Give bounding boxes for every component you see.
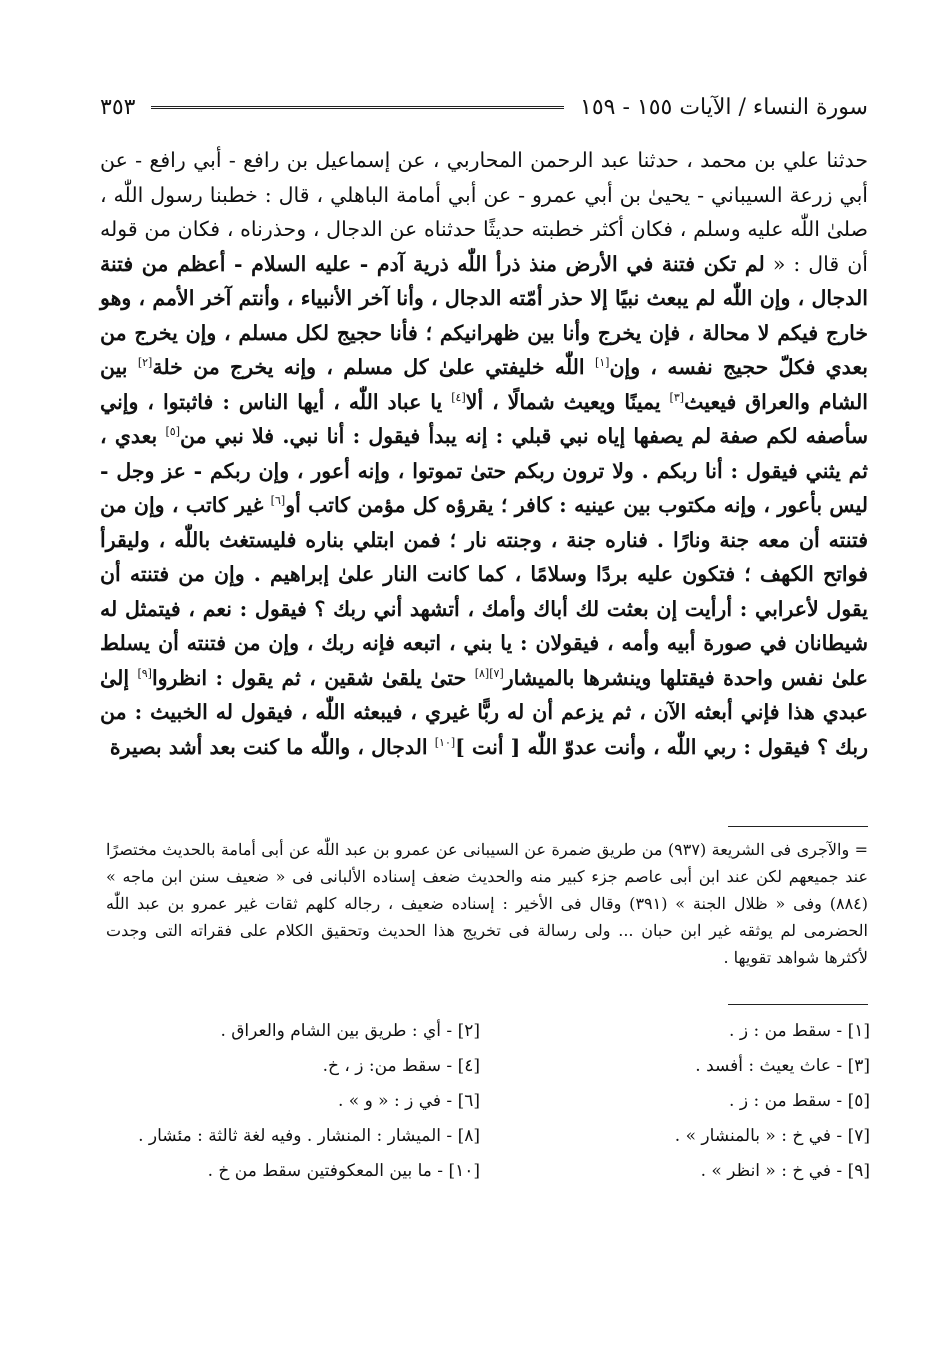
- hadith-segment: بين الشام والعراق فيعيث: [100, 355, 868, 414]
- hadith-segment: غير كاتب ، وإن من فتنته أن معه جنة ونارًا . فناره جنة ، وجنته نار ؛ فمن ابتلي بناره فليستغث باللّٰه ، وليقرأ فواتح الكهف ؛ فتكون عليه بردًا وسلامًا ، كما كانت النار علىٰ إبراهيم . وإن من فتنته أن يقول لأعرابي : أرأيت إن بعثت لك أباك وأمك ، أتشهد أني ربك ؟ فيقول : نعم ، فيتمثل له شيطانان في صورة أبيه وأمه ، فيقولان : يا بني ، اتبعه فإنه ربك ، وإن من فتنته أن يسلط علىٰ نفس واحدة فيقتلها وينشرها بالميشار: [100, 493, 869, 690]
- note-marker: [٣]: [669, 390, 685, 404]
- hadith-segment: يا عباد اللّٰه ، أيها الناس : فاثبتوا ، وإني سأصفه لكم صفة لم يصفها إياه نبي قبلي : إنه يبدأ فيقول : أنا نبي. فلا نبي من: [100, 389, 868, 448]
- notes-separator: [728, 1004, 868, 1005]
- hadith-segment: حتىٰ يلقىٰ شقين ، ثم يقول : انظروا: [151, 665, 475, 690]
- page-header: [100, 88, 868, 126]
- note-item: [١٠] - ما بين المعكوفتين سقط من خ .: [207, 1161, 480, 1181]
- footnote-text: = والآجرى فى الشريعة (٩٣٧) من طريق ضمرة عن السيبانى عن عمرو بن عبد اللّٰه عن أبى أمامة بالحديث مختصرًا عند جميعهم لكن عند ابن أبى عاصم جزء كبير منه والحديث ضعف إسناده الألبانى فى « ضعيف سنن ابن ماجه » (٨٨٤) وفى « ظلال الجنة » (٣٩١) وقال فى الأخير : إسناده ضعيف ، رجاله كلهم ثقات غير عمرو بن عبد اللّٰه الحضرمى لم يوثقه غير ابن حبان ... ولى رسالة فى تخريج هذا الحديث وتحقيق الكلام على فقراته التى وجدت لأكثرها شواهد تقويها .: [106, 840, 869, 967]
- page-number: ٣٥٣: [100, 94, 136, 120]
- hadith-segment: بعدي ، ثم يثني فيقول : أنا ربكم . ولا ترون ربكم حتىٰ تموتوا ، وإنه أعور ، وإن ربكم - عز وجل - ليس بأعور ، وإنه مكتوب بين عينيه : كافر ؛ يقرؤه كل مؤمن كاتب أو: [100, 424, 868, 517]
- note-item: [٧] - في خ : « بالمنشار » .: [674, 1126, 870, 1146]
- note-item: [١] - سقط من : ز .: [729, 1021, 870, 1041]
- main-text: [100, 143, 868, 764]
- note-marker: [٦]: [270, 494, 286, 508]
- note-marker: [١]: [594, 356, 610, 370]
- note-item: [٣] - عاث يعيث : أفسد .: [695, 1056, 870, 1076]
- footnote-separator: [728, 826, 868, 827]
- hadith-segment: لم تكن فتنة في الأرض منذ ذرأ اللّٰه ذرية آدم - عليه السلام - أعظم من فتنة الدجال ، وإن اللّٰه لم يبعث نبيًا إلا حذر أمّته الدجال ، وأنا آخر الأنبياء ، وأنتم آخر الأمم ، وهو خارج فيكم لا محالة ، فإن يخرج وأنا بين ظهرانيكم ؛ فأنا حجيج لكل مسلم ، وإن يخرج من بعدي فكلّ حجيج نفسه ، وإن: [100, 251, 868, 379]
- editor-notes: [90, 1018, 870, 1185]
- note-marker: [٩]: [137, 666, 152, 680]
- note-item: [٦] - في ز : « و » .: [337, 1091, 480, 1111]
- note-item: [٤] - سقط من: ز ، خ.: [322, 1056, 480, 1076]
- hadith-segment: يمينًا ويعيث شمالًا ، ألا: [465, 389, 670, 414]
- note-item: [٨] - الميشار : المنشار . وفيه لغة ثالثة : مئشار .: [138, 1126, 480, 1146]
- note-item: [٢] - أي : طريق بين الشام والعراق .: [220, 1021, 480, 1041]
- note-marker: [٥]: [165, 425, 181, 439]
- note-item: [٥] - سقط من : ز .: [729, 1091, 870, 1111]
- note-marker: [٢]: [137, 356, 153, 370]
- hadith-segment: إلىٰ عبدي هذا فإني أبعثه الآن ، ثم يزعم أن له ربًّا غيري ، فيبعثه اللّٰه ، فيقول له الخبيث : من ربك ؟ فيقول : ربي اللّٰه ، وأنت عدوّ اللّٰه [ أنت ]: [100, 665, 868, 759]
- running-title: سورة النساء / الآيات ١٥٥ - ١٥٩: [580, 94, 868, 120]
- hadith-segment: اللّٰه خليفتي علىٰ كل مسلم ، وإنه يخرج من خلة: [152, 355, 595, 379]
- main-paragraph: [100, 143, 868, 764]
- note-marker: [٧]: [489, 666, 504, 680]
- note-marker: [٨]: [474, 666, 490, 680]
- note-marker: [١٠]: [434, 735, 456, 749]
- hadith-text: [100, 252, 868, 759]
- note-marker: [٤]: [451, 390, 466, 404]
- note-item: [٩] - في خ : « انظر » .: [700, 1161, 870, 1181]
- header-rule: [151, 106, 564, 109]
- isnad-text: حدثنا علي بن محمد ، حدثنا عبد الرحمن المحاربي ، عن إسماعيل بن رافع - أبي رافع - عن أبي زرعة السيباني - يحيىٰ بن أبي عمرو - عن أبي أمامة الباهلي ، قال : خطبنا رسول اللّٰه ، صلىٰ اللّٰه عليه وسلم ، فكان أكثر خطبته حديثًا حدثناه عن الدجال ، وحذرناه ، فكان من قوله أن قال : «: [100, 148, 868, 276]
- footnote-block: [106, 836, 868, 971]
- hadith-segment: الدجال ، واللّٰه ما كنت بعد أشد بصيرة: [109, 734, 435, 759]
